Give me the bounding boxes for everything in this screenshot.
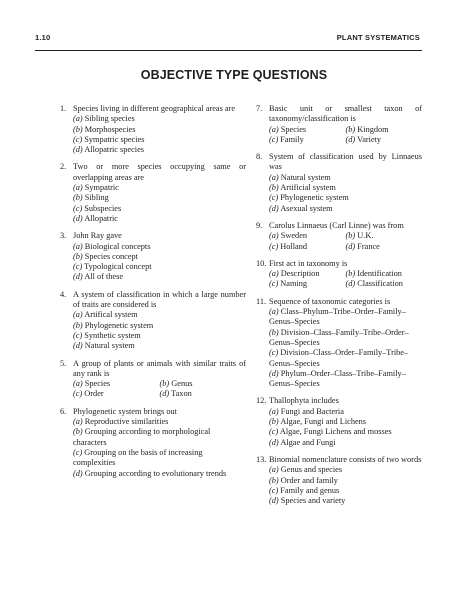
answer-option	[73, 204, 246, 214]
option-text: Species	[84, 379, 111, 389]
answer-option	[269, 369, 422, 390]
option-letter: (a)	[73, 417, 83, 427]
option-text: Artifical system	[84, 310, 138, 320]
question-text: Binomial nomenclature consists of two words	[269, 454, 422, 464]
option-text: Allopatric	[84, 213, 118, 223]
option-letter: (a)	[73, 241, 83, 251]
answer-option	[73, 417, 246, 427]
option-letter: (c)	[73, 262, 83, 272]
option-letter: (b)	[345, 231, 356, 241]
option-text: Division–Class–Family–Tribe–Order–Genus–Species	[269, 327, 409, 347]
question-number: 9.	[256, 220, 263, 230]
answer-option	[269, 173, 422, 183]
option-text: U.K.	[357, 231, 374, 241]
option-letter: (d)	[159, 389, 170, 399]
option-text: Division–Class–Order–Family–Tribe–Genus–Species	[269, 348, 409, 368]
answer-option	[346, 242, 423, 252]
option-letter: (b)	[73, 193, 83, 203]
question-number: 11.	[256, 296, 267, 306]
answer-option	[73, 389, 160, 399]
option-text: Species and variety	[280, 496, 346, 506]
question-text: First act in taxonomy is	[269, 258, 348, 268]
option-text: Variety	[357, 134, 382, 144]
option-letter: (a)	[73, 183, 83, 193]
option-letter: (c)	[73, 203, 83, 213]
answer-option	[73, 125, 246, 135]
option-letter: (b)	[345, 124, 356, 134]
option-text: Phylum–Order–Class–Tribe–Family–Genus–Species	[269, 368, 406, 389]
answer-option	[73, 469, 246, 479]
option-letter: (d)	[269, 368, 279, 378]
question-text: Species living in different geographical areas are	[73, 104, 236, 113]
option-text: Genus and species	[280, 465, 343, 475]
answer-option	[73, 252, 246, 262]
answer-option	[269, 348, 422, 369]
question-item	[60, 290, 246, 352]
option-letter: (a)	[269, 269, 279, 279]
answer-option	[73, 145, 246, 155]
option-text: Taxon	[171, 389, 192, 399]
answer-option	[73, 448, 246, 469]
option-text: Species concept	[84, 251, 138, 261]
question-item	[256, 297, 422, 390]
option-letter: (a)	[269, 406, 279, 416]
option-text: Algae and Fungi	[280, 437, 336, 447]
option-text: Algae, Fungi Lichens and mosses	[279, 427, 392, 437]
option-letter: (b)	[269, 183, 279, 193]
option-letter: (b)	[73, 427, 83, 437]
question-item	[256, 104, 422, 145]
option-text: Sibling	[84, 193, 109, 203]
question-item	[256, 259, 422, 290]
option-text: Sympatric	[84, 183, 119, 193]
option-letter: (c)	[269, 193, 279, 203]
option-letter: (d)	[269, 437, 279, 447]
option-text: Holland	[280, 241, 308, 251]
answer-option	[269, 135, 346, 145]
answer-option	[73, 272, 246, 282]
option-letter: (a)	[73, 310, 83, 320]
option-letter: (c)	[73, 330, 83, 340]
question-number: 2.	[60, 162, 67, 172]
question-number: 1.	[60, 104, 67, 113]
header-rule	[35, 50, 422, 51]
question-number: 13.	[256, 454, 267, 464]
running-head: PLANT SYSTEMATICS	[336, 33, 420, 42]
option-text: Synthetic system	[84, 330, 141, 340]
question-text: John Ray gave	[73, 231, 122, 241]
option-letter: (b)	[269, 327, 279, 337]
option-text: Phylogenetic system	[84, 320, 154, 330]
answer-option	[73, 135, 246, 145]
answer-option	[269, 427, 422, 437]
question-text: Sequence of taxonomic categories is	[269, 296, 391, 306]
question-number: 3.	[60, 231, 67, 241]
option-letter: (a)	[269, 307, 279, 317]
page-header	[35, 33, 420, 47]
option-letter: (b)	[269, 417, 279, 427]
option-letter: (c)	[269, 279, 279, 289]
option-letter: (b)	[73, 124, 83, 134]
question-item	[60, 162, 246, 224]
option-letter: (c)	[73, 134, 83, 144]
question-number: 4.	[60, 289, 67, 299]
option-text: Fungi and Bacteria	[280, 406, 344, 416]
answer-option	[73, 114, 246, 124]
option-letter: (d)	[73, 341, 83, 351]
option-text: Class–Phylum–Tribe–Order–Family–Genus–Species	[269, 307, 406, 327]
question-number: 6.	[60, 406, 67, 416]
option-letter: (c)	[269, 485, 279, 495]
option-letter: (b)	[159, 379, 170, 389]
option-text: Family	[280, 134, 304, 144]
answer-option	[346, 279, 423, 289]
option-text: Species	[280, 124, 307, 134]
question-item	[256, 221, 422, 252]
option-letter: (d)	[345, 279, 356, 289]
question-item	[60, 104, 246, 155]
option-text: Grouping according to morphological characters	[73, 427, 211, 447]
option-text: All of these	[84, 272, 124, 282]
right-column	[256, 104, 422, 513]
option-text: France	[357, 241, 380, 251]
option-text: Description	[280, 269, 320, 279]
option-letter: (c)	[269, 134, 279, 144]
answer-option	[160, 389, 247, 399]
answer-option-row	[269, 135, 422, 145]
answer-option-row	[269, 231, 422, 241]
question-item	[256, 396, 422, 447]
option-text: Biological concepts	[84, 241, 151, 251]
answer-option	[73, 427, 246, 448]
answer-option	[269, 307, 422, 328]
answer-option	[269, 486, 422, 496]
option-text: Grouping according to evolutionary trends	[84, 468, 227, 478]
answer-option	[73, 341, 246, 351]
option-letter: (a)	[269, 172, 279, 182]
question-item	[256, 455, 422, 506]
answer-option	[346, 135, 423, 145]
answer-option	[269, 279, 346, 289]
option-text: Phylogenetic system	[280, 193, 349, 203]
answer-option	[269, 269, 346, 279]
answer-option	[269, 407, 422, 417]
answer-option	[269, 183, 422, 193]
answer-option	[73, 214, 246, 224]
question-text: Two or more species occupying same or overlapping areas are	[73, 162, 246, 182]
option-text: Grouping on the basis of increasing complexities	[73, 447, 203, 468]
answer-option	[346, 231, 423, 241]
answer-option	[346, 125, 423, 135]
option-letter: (c)	[73, 389, 83, 399]
answer-option-row	[73, 389, 246, 399]
option-letter: (c)	[73, 447, 83, 457]
option-letter: (d)	[269, 203, 279, 213]
answer-option	[346, 269, 423, 279]
left-column	[60, 104, 246, 486]
question-item	[60, 231, 246, 282]
answer-option	[73, 242, 246, 252]
question-number: 8.	[256, 152, 263, 162]
question-text: A system of classification in which a large number of traits are considered is	[73, 289, 246, 310]
answer-option	[269, 328, 422, 349]
option-letter: (d)	[73, 272, 83, 282]
option-text: Genus	[171, 379, 193, 389]
option-letter: (d)	[73, 213, 83, 223]
option-text: Order	[84, 389, 104, 399]
option-text: Family and genus	[280, 485, 340, 495]
answer-option	[73, 331, 246, 341]
option-text: Natural system	[280, 172, 331, 182]
option-letter: (a)	[73, 379, 83, 389]
answer-option-row	[269, 269, 422, 279]
option-letter: (d)	[345, 134, 356, 144]
option-letter: (d)	[269, 496, 279, 506]
option-letter: (c)	[269, 348, 279, 358]
answer-option	[269, 231, 346, 241]
answer-option-row	[269, 125, 422, 135]
question-number: 5.	[60, 358, 67, 368]
question-text: Basic unit or smallest taxon of taxonomy/classification is	[269, 104, 422, 124]
answer-option	[73, 262, 246, 272]
option-letter: (b)	[73, 320, 83, 330]
answer-option	[269, 438, 422, 448]
answer-option	[73, 183, 246, 193]
option-letter: (c)	[269, 241, 279, 251]
option-text: Asexual system	[280, 203, 333, 213]
question-number: 10.	[256, 258, 267, 268]
option-text: Sweden	[280, 231, 308, 241]
option-text: Sympatric species	[84, 134, 145, 144]
question-number: 12.	[256, 396, 267, 406]
option-text: Order and family	[280, 475, 338, 485]
question-item	[60, 407, 246, 479]
answer-option	[160, 379, 247, 389]
answer-option	[269, 204, 422, 214]
question-number: 7.	[256, 104, 263, 113]
option-text: Naming	[280, 279, 308, 289]
option-letter: (b)	[345, 269, 356, 279]
option-text: Subspecies	[84, 203, 122, 213]
question-text: A group of plants or animals with similar traits of any rank is	[73, 358, 246, 378]
option-text: Natural system	[84, 341, 135, 351]
answer-option	[269, 496, 422, 506]
option-letter: (a)	[269, 124, 279, 134]
question-item	[60, 359, 246, 400]
page-number: 1.10	[35, 33, 51, 42]
option-text: Reproductive similarities	[84, 417, 169, 427]
option-text: Classification	[357, 279, 403, 289]
answer-option	[269, 465, 422, 475]
option-text: Kingdom	[357, 124, 389, 134]
answer-option-row	[269, 279, 422, 289]
answer-option	[73, 193, 246, 203]
option-letter: (a)	[73, 114, 83, 124]
option-letter: (c)	[269, 427, 279, 437]
answer-option	[73, 310, 246, 320]
answer-option	[269, 476, 422, 486]
question-text: System of classification used by Linnaeus was	[269, 152, 422, 172]
answer-option	[269, 125, 346, 135]
question-item	[256, 152, 422, 214]
option-letter: (a)	[269, 231, 279, 241]
answer-option	[73, 379, 160, 389]
option-text: Typological concept	[84, 262, 152, 272]
option-letter: (b)	[73, 251, 83, 261]
option-letter: (d)	[345, 241, 356, 251]
option-text: Artificial system	[280, 183, 336, 193]
answer-option	[269, 242, 346, 252]
option-letter: (a)	[269, 465, 279, 475]
option-text: Algae, Fungi and Lichens	[280, 417, 367, 427]
option-letter: (d)	[73, 145, 83, 155]
question-text: Carolus Linnaeus (Carl Linne) was from	[269, 220, 404, 230]
option-letter: (b)	[269, 475, 279, 485]
question-text: Thallophyta includes	[269, 396, 339, 406]
answer-option	[269, 193, 422, 203]
option-text: Identification	[357, 269, 402, 279]
option-text: Morphospecies	[84, 124, 136, 134]
option-letter: (d)	[73, 468, 83, 478]
option-text: Allopatric species	[84, 145, 144, 155]
answer-option-row	[269, 242, 422, 252]
answer-option	[73, 321, 246, 331]
question-text: Phylogenetic system brings out	[73, 406, 177, 416]
section-title: OBJECTIVE TYPE QUESTIONS	[140, 68, 328, 82]
answer-option	[269, 417, 422, 427]
answer-option-row	[73, 379, 246, 389]
option-text: Sibling species	[84, 114, 135, 124]
